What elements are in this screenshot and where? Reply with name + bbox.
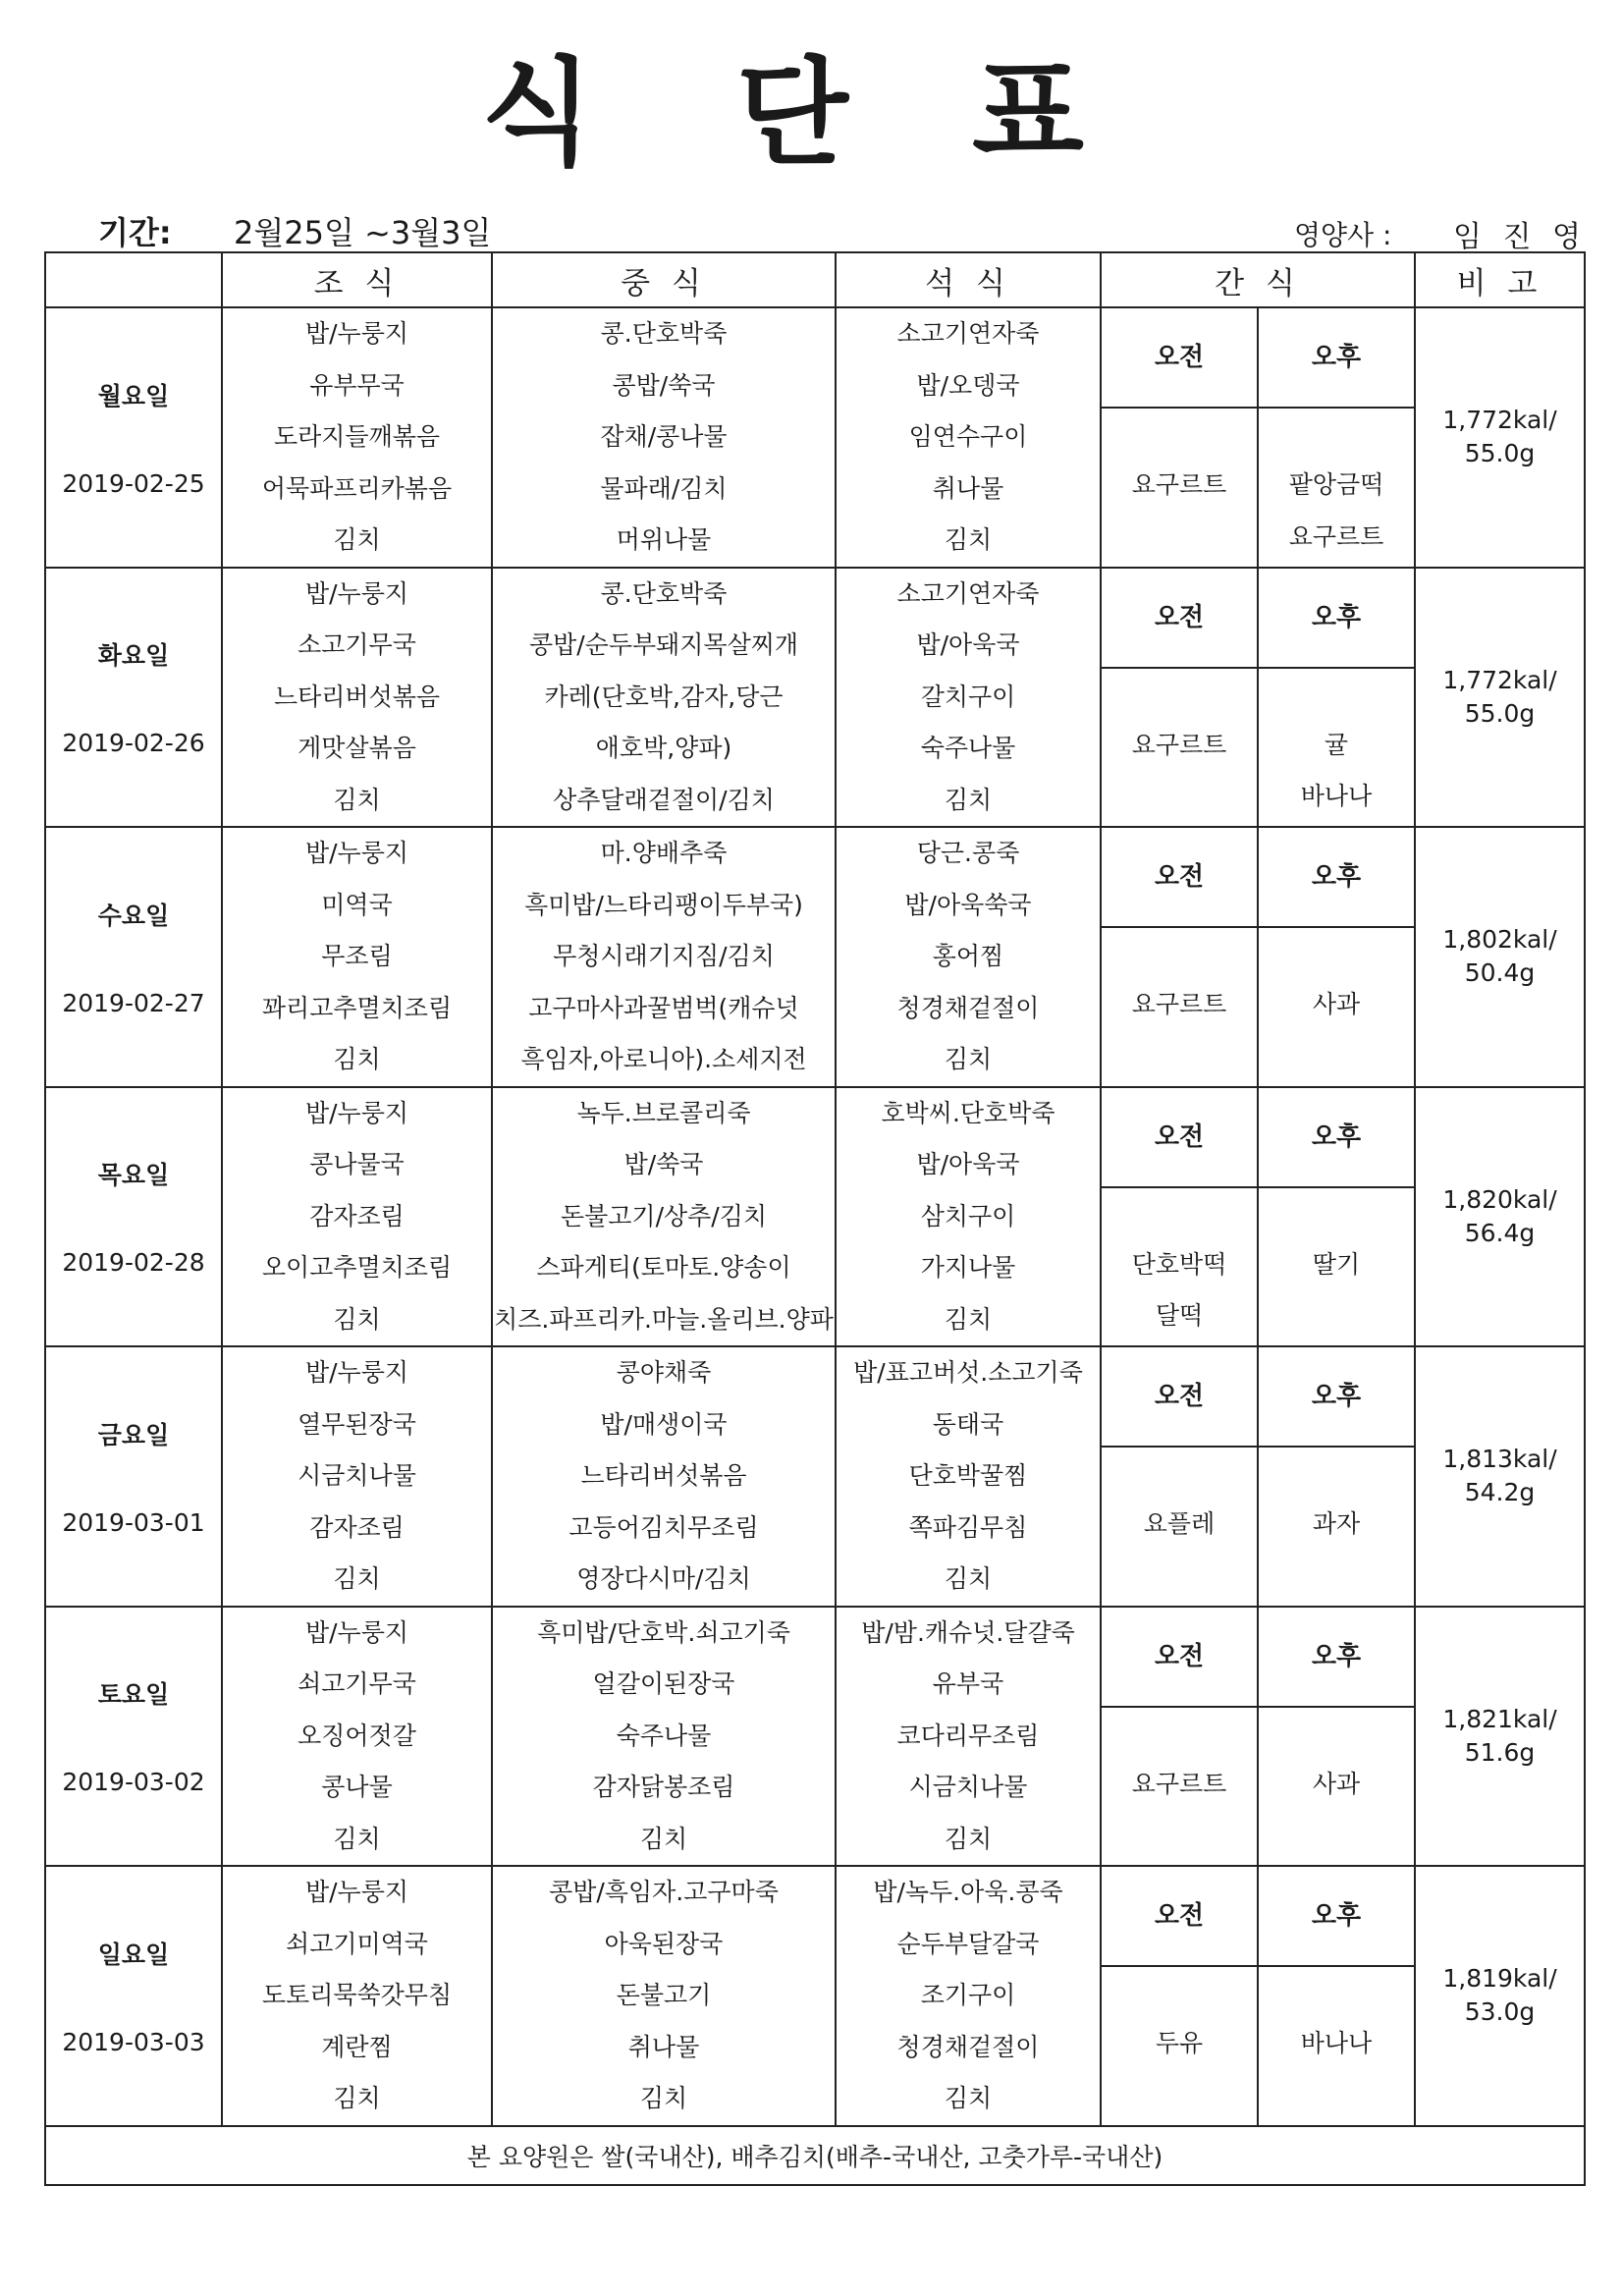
lunch-item: 아욱된장국	[604, 1929, 724, 1958]
lunch-item: 콩밥/쑥국	[612, 370, 716, 400]
dinner-item: 코다리무조림	[896, 1721, 1040, 1750]
breakfast-item: 도라지들깨볶음	[273, 422, 441, 451]
dinner-item: 임연수구이	[908, 422, 1028, 451]
snack-am-label: 오전	[1102, 1608, 1257, 1708]
nutrition-note: 56.4g	[1464, 1218, 1536, 1247]
lunch-item: 머위나물	[616, 525, 712, 554]
snack-am-cell	[1101, 1087, 1258, 1347]
title-char-2: 단	[736, 45, 848, 181]
lunch-item: 감자닭봉조림	[592, 1773, 735, 1801]
dinner-item: 밥/오뎅국	[916, 370, 1020, 400]
snack-pm-item: 사과	[1312, 1769, 1361, 1798]
breakfast-item: 느타리버섯볶음	[273, 682, 441, 711]
header-note: 비 고	[1415, 252, 1585, 307]
header-snack: 간 식	[1101, 252, 1415, 307]
dinner-cell	[836, 568, 1101, 828]
lunch-cell	[492, 1866, 836, 2126]
day-row	[45, 1607, 1585, 1867]
snack-pm-list	[1259, 928, 1414, 1085]
header-breakfast: 조 식	[222, 252, 492, 307]
dinner-item: 가지나물	[920, 1253, 1016, 1282]
snack-am-cell	[1101, 568, 1258, 828]
snack-pm-item: 사과	[1312, 990, 1361, 1019]
snack-pm-item: 과자	[1312, 1509, 1361, 1539]
lunch-item: 느타리버섯볶음	[580, 1461, 747, 1490]
nutrition-note: 1,772kal/	[1442, 665, 1557, 694]
title-char-1: 식	[481, 45, 593, 181]
snack-am-list	[1102, 1708, 1257, 1865]
day-row	[45, 307, 1585, 568]
snack-am-item: 요구르트	[1131, 730, 1227, 759]
snack-pm-list	[1259, 1967, 1414, 2124]
breakfast-cell	[222, 1087, 492, 1347]
note-cell	[1415, 1346, 1585, 1607]
lunch-item: 영장다시마/김치	[576, 1564, 751, 1593]
lunch-item: 돈불고기/상추/김치	[560, 1201, 768, 1230]
breakfast-item: 어묵파프리카볶음	[261, 473, 453, 503]
day-cell	[45, 1087, 222, 1347]
breakfast-item: 무조림	[321, 942, 393, 970]
lunch-item: 김치	[639, 1824, 688, 1853]
lunch-item: 취나물	[627, 2032, 700, 2061]
breakfast-item: 미역국	[321, 890, 393, 919]
breakfast-item: 게맛살볶음	[298, 734, 416, 762]
snack-am-label: 오전	[1102, 1347, 1257, 1448]
origin-notice: 본 요양원은 쌀(국내산), 배추김치(배추-국내산, 고춧가루-국내산)	[45, 2126, 1585, 2185]
lunch-item: 고구마사과꿀범벅(캐슈넛	[528, 993, 799, 1022]
snack-pm-cell	[1258, 827, 1415, 1087]
snack-pm-item: 팥앙금떡	[1288, 470, 1384, 500]
dinner-cell	[836, 827, 1101, 1087]
lunch-item: 무청시래기지짐/김치	[553, 942, 775, 970]
snack-am-item: 두유	[1155, 2029, 1204, 2058]
snack-pm-item: 귤	[1324, 730, 1349, 759]
header-lunch: 중 식	[492, 252, 836, 307]
dinner-item: 호박씨.단호박죽	[881, 1098, 1055, 1127]
dinner-cell	[836, 1866, 1101, 2126]
breakfast-item: 꽈리고추멸치조림	[261, 993, 453, 1022]
header-day	[45, 252, 222, 307]
snack-am-cell	[1101, 307, 1258, 568]
dinner-item: 김치	[944, 525, 993, 554]
snack-am-list	[1102, 1967, 1257, 2124]
footer-row	[45, 2126, 1585, 2185]
dinner-item: 소고기연자죽	[896, 578, 1040, 608]
dinner-item: 유부국	[932, 1669, 1004, 1698]
note-cell	[1415, 307, 1585, 568]
dinner-cell	[836, 1607, 1101, 1867]
day-date: 2019-03-02	[62, 1768, 205, 1797]
snack-pm-cell	[1258, 1087, 1415, 1347]
dinner-item: 숙주나물	[920, 734, 1016, 762]
snack-pm-item: 딸기	[1312, 1249, 1361, 1279]
snack-pm-item: 바나나	[1300, 782, 1373, 811]
note-cell	[1415, 827, 1585, 1087]
nutrition-note: 55.0g	[1464, 439, 1536, 468]
nutrition-note: 53.0g	[1464, 1997, 1536, 2027]
lunch-item: 김치	[639, 2084, 688, 2112]
lunch-item: 상추달래겉절이/김치	[553, 785, 775, 814]
day-date: 2019-02-28	[62, 1248, 205, 1278]
dietitian-label: 영양사 :	[1294, 219, 1392, 251]
lunch-item: 애호박,양파)	[595, 734, 732, 762]
nutrition-note: 51.6g	[1464, 1737, 1536, 1767]
note-cell	[1415, 1087, 1585, 1347]
breakfast-item: 밥/누룽지	[304, 319, 409, 348]
lunch-cell	[492, 827, 836, 1087]
nutrition-note: 1,819kal/	[1442, 1964, 1557, 1994]
lunch-item: 고등어김치무조림	[568, 1512, 759, 1542]
nutrition-note: 1,820kal/	[1442, 1184, 1557, 1214]
lunch-cell	[492, 307, 836, 568]
breakfast-item: 밥/누룽지	[304, 1358, 409, 1387]
breakfast-item: 김치	[333, 1564, 381, 1593]
lunch-item: 잡채/콩나물	[600, 422, 728, 451]
period-value: 2월25일 ~3월3일	[234, 214, 492, 251]
snack-am-list	[1102, 1188, 1257, 1345]
snack-pm-list	[1259, 1448, 1414, 1605]
day-date: 2019-03-03	[62, 2027, 205, 2056]
day-date: 2019-03-01	[62, 1507, 205, 1537]
header-dinner: 석 식	[836, 252, 1101, 307]
dietitian-name: 임 진 영	[1453, 220, 1588, 254]
day-row	[45, 1087, 1585, 1347]
breakfast-item: 감자조림	[309, 1201, 405, 1230]
lunch-item: 흑미밥/단호박.쇠고기죽	[537, 1617, 790, 1647]
day-row	[45, 1866, 1585, 2126]
dinner-item: 홍어찜	[932, 942, 1004, 970]
dinner-item: 김치	[944, 1564, 993, 1593]
breakfast-item: 쇠고기무국	[298, 1669, 416, 1698]
breakfast-item: 콩나물국	[309, 1150, 405, 1178]
snack-pm-cell	[1258, 1866, 1415, 2126]
breakfast-cell	[222, 1866, 492, 2126]
lunch-item: 콩밥/흑임자.고구마죽	[549, 1878, 779, 1906]
lunch-item: 콩밥/순두부돼지목살찌개	[528, 630, 799, 659]
dinner-item: 시금치나물	[908, 1773, 1028, 1801]
day-row	[45, 1346, 1585, 1607]
dinner-item: 밥/밤.캐슈넛.달걀죽	[861, 1617, 1075, 1647]
breakfast-item: 밥/누룽지	[304, 1098, 409, 1127]
note-cell	[1415, 1607, 1585, 1867]
snack-am-item: 달떡	[1155, 1301, 1204, 1331]
snack-am-label: 오전	[1102, 569, 1257, 669]
snack-pm-label: 오후	[1259, 569, 1414, 669]
breakfast-cell	[222, 1346, 492, 1607]
snack-am-list	[1102, 928, 1257, 1085]
day-cell	[45, 1346, 222, 1607]
breakfast-item: 밥/누룽지	[304, 839, 409, 867]
breakfast-item: 김치	[333, 1824, 381, 1853]
note-cell	[1415, 568, 1585, 828]
nutrition-note: 55.0g	[1464, 698, 1536, 728]
lunch-item: 카레(단호박,감자,당근	[544, 682, 784, 711]
nutrition-note: 50.4g	[1464, 958, 1536, 988]
dinner-item: 김치	[944, 1304, 993, 1334]
snack-pm-list	[1259, 1708, 1414, 1865]
dinner-cell	[836, 1087, 1101, 1347]
day-name: 금요일	[97, 1420, 170, 1449]
lunch-cell	[492, 1087, 836, 1347]
snack-am-list	[1102, 1448, 1257, 1605]
lunch-item: 얼갈이된장국	[592, 1669, 735, 1698]
nutrition-note: 1,821kal/	[1442, 1704, 1557, 1733]
breakfast-item: 김치	[333, 2084, 381, 2112]
dinner-item: 밥/아욱국	[916, 630, 1020, 659]
breakfast-cell	[222, 827, 492, 1087]
dinner-item: 김치	[944, 2084, 993, 2112]
snack-pm-list	[1259, 1188, 1414, 1345]
day-cell	[45, 827, 222, 1087]
dinner-item: 밥/녹두.아욱.콩죽	[873, 1878, 1063, 1906]
snack-pm-label: 오후	[1259, 308, 1414, 409]
dinner-item: 삼치구이	[920, 1201, 1016, 1230]
snack-am-item: 요구르트	[1131, 1769, 1227, 1798]
day-name: 수요일	[97, 901, 170, 930]
breakfast-item: 도토리묵쑥갓무침	[261, 1981, 453, 2009]
lunch-item: 밥/매생이국	[600, 1409, 728, 1439]
menu-table	[44, 251, 1586, 2186]
breakfast-item: 밥/누룽지	[304, 578, 409, 608]
snack-pm-label: 오후	[1259, 1608, 1414, 1708]
breakfast-item: 열무된장국	[298, 1409, 416, 1439]
day-name: 일요일	[97, 1940, 170, 1969]
breakfast-cell	[222, 1607, 492, 1867]
nutrition-note: 1,802kal/	[1442, 925, 1557, 955]
lunch-item: 치즈.파프리카.마늘.올리브.양파	[494, 1304, 834, 1334]
breakfast-item: 오이고추멸치조림	[261, 1253, 453, 1282]
dinner-item: 밥/아욱국	[916, 1150, 1020, 1178]
day-cell	[45, 307, 222, 568]
period-label: 기간:	[98, 214, 172, 251]
snack-pm-item: 바나나	[1300, 2029, 1373, 2058]
day-date: 2019-02-27	[62, 988, 205, 1017]
dinner-cell	[836, 307, 1101, 568]
breakfast-item: 쇠고기미역국	[286, 1929, 428, 1958]
snack-am-label: 오전	[1102, 1088, 1257, 1188]
lunch-item: 흑임자,아로니아).소세지전	[520, 1045, 807, 1073]
dinner-item: 취나물	[932, 473, 1004, 503]
lunch-item: 스파게티(토마토.양송이	[536, 1253, 791, 1282]
snack-am-item: 요구르트	[1131, 470, 1227, 500]
note-cell	[1415, 1866, 1585, 2126]
day-date: 2019-02-25	[62, 468, 205, 498]
day-cell	[45, 1607, 222, 1867]
lunch-item: 콩.단호박죽	[600, 319, 728, 348]
lunch-item: 물파래/김치	[600, 473, 728, 503]
dinner-item: 밥/표고버섯.소고기죽	[853, 1358, 1083, 1387]
lunch-item: 흑미밥/느타리팽이두부국)	[524, 890, 803, 919]
snack-pm-label: 오후	[1259, 1347, 1414, 1448]
breakfast-item: 계란찜	[321, 2032, 393, 2061]
breakfast-item: 감자조림	[309, 1512, 405, 1542]
snack-pm-list	[1259, 669, 1414, 826]
snack-am-cell	[1101, 1607, 1258, 1867]
nutrition-note: 54.2g	[1464, 1478, 1536, 1507]
breakfast-item: 오징어젓갈	[298, 1721, 416, 1750]
day-name: 목요일	[97, 1161, 170, 1190]
lunch-item: 숙주나물	[616, 1721, 712, 1750]
dinner-item: 청경채겉절이	[896, 993, 1040, 1022]
breakfast-item: 밥/누룽지	[304, 1617, 409, 1647]
breakfast-item: 김치	[333, 525, 381, 554]
dinner-item: 동태국	[932, 1409, 1004, 1439]
lunch-item: 밥/쑥국	[623, 1150, 704, 1178]
lunch-item: 콩야채죽	[616, 1358, 712, 1387]
breakfast-cell	[222, 568, 492, 828]
day-cell	[45, 568, 222, 828]
title-char-3: 표	[972, 45, 1084, 181]
dinner-item: 김치	[944, 1045, 993, 1073]
snack-am-item: 요플레	[1143, 1509, 1216, 1539]
dinner-item: 갈치구이	[920, 682, 1016, 711]
nutrition-note: 1,772kal/	[1442, 406, 1557, 435]
breakfast-item: 김치	[333, 785, 381, 814]
snack-am-cell	[1101, 1346, 1258, 1607]
lunch-cell	[492, 1607, 836, 1867]
snack-am-item: 단호박떡	[1131, 1249, 1227, 1279]
lunch-cell	[492, 568, 836, 828]
day-row	[45, 568, 1585, 828]
breakfast-cell	[222, 307, 492, 568]
breakfast-item: 김치	[333, 1045, 381, 1073]
snack-am-item: 요구르트	[1131, 990, 1227, 1019]
snack-pm-cell	[1258, 1346, 1415, 1607]
lunch-item: 돈불고기	[616, 1981, 712, 2009]
lunch-item: 녹두.브로콜리죽	[576, 1098, 751, 1127]
snack-pm-label: 오후	[1259, 1088, 1414, 1188]
snack-am-label: 오전	[1102, 308, 1257, 409]
lunch-cell	[492, 1346, 836, 1607]
snack-am-label: 오전	[1102, 828, 1257, 928]
dinner-item: 김치	[944, 785, 993, 814]
dinner-item: 청경채겉절이	[896, 2032, 1040, 2061]
header-row	[45, 252, 1585, 307]
day-name: 토요일	[97, 1680, 170, 1710]
dinner-cell	[836, 1346, 1101, 1607]
snack-pm-label: 오후	[1259, 828, 1414, 928]
snack-pm-cell	[1258, 568, 1415, 828]
dinner-item: 당근.콩죽	[916, 839, 1020, 867]
snack-am-list	[1102, 409, 1257, 566]
day-date: 2019-02-26	[62, 729, 205, 758]
document-title	[0, 39, 1623, 187]
breakfast-item: 콩나물	[321, 1773, 393, 1801]
snack-pm-item: 요구르트	[1288, 521, 1384, 551]
snack-am-cell	[1101, 827, 1258, 1087]
nutrition-note: 1,813kal/	[1442, 1445, 1557, 1474]
breakfast-item: 밥/누룽지	[304, 1878, 409, 1906]
breakfast-item: 시금치나물	[298, 1461, 416, 1490]
dinner-item: 김치	[944, 1824, 993, 1853]
snack-am-list	[1102, 669, 1257, 826]
day-name: 월요일	[97, 381, 170, 410]
snack-pm-cell	[1258, 307, 1415, 568]
day-row	[45, 827, 1585, 1087]
snack-pm-cell	[1258, 1607, 1415, 1867]
snack-pm-list	[1259, 409, 1414, 566]
dinner-item: 쪽파김무침	[908, 1512, 1028, 1542]
breakfast-item: 소고기무국	[298, 630, 416, 659]
dinner-item: 단호박꿀찜	[908, 1461, 1028, 1490]
dinner-item: 소고기연자죽	[896, 319, 1040, 348]
day-name: 화요일	[97, 641, 170, 671]
lunch-item: 마.양배추죽	[600, 839, 728, 867]
dinner-item: 조기구이	[920, 1981, 1016, 2009]
dinner-item: 밥/아욱쑥국	[904, 890, 1032, 919]
dinner-item: 순두부달갈국	[896, 1929, 1040, 1958]
snack-am-label: 오전	[1102, 1867, 1257, 1967]
day-cell	[45, 1866, 222, 2126]
breakfast-item: 김치	[333, 1304, 381, 1334]
snack-pm-label: 오후	[1259, 1867, 1414, 1967]
snack-am-cell	[1101, 1866, 1258, 2126]
lunch-item: 콩.단호박죽	[600, 578, 728, 608]
breakfast-item: 유부무국	[309, 370, 405, 400]
